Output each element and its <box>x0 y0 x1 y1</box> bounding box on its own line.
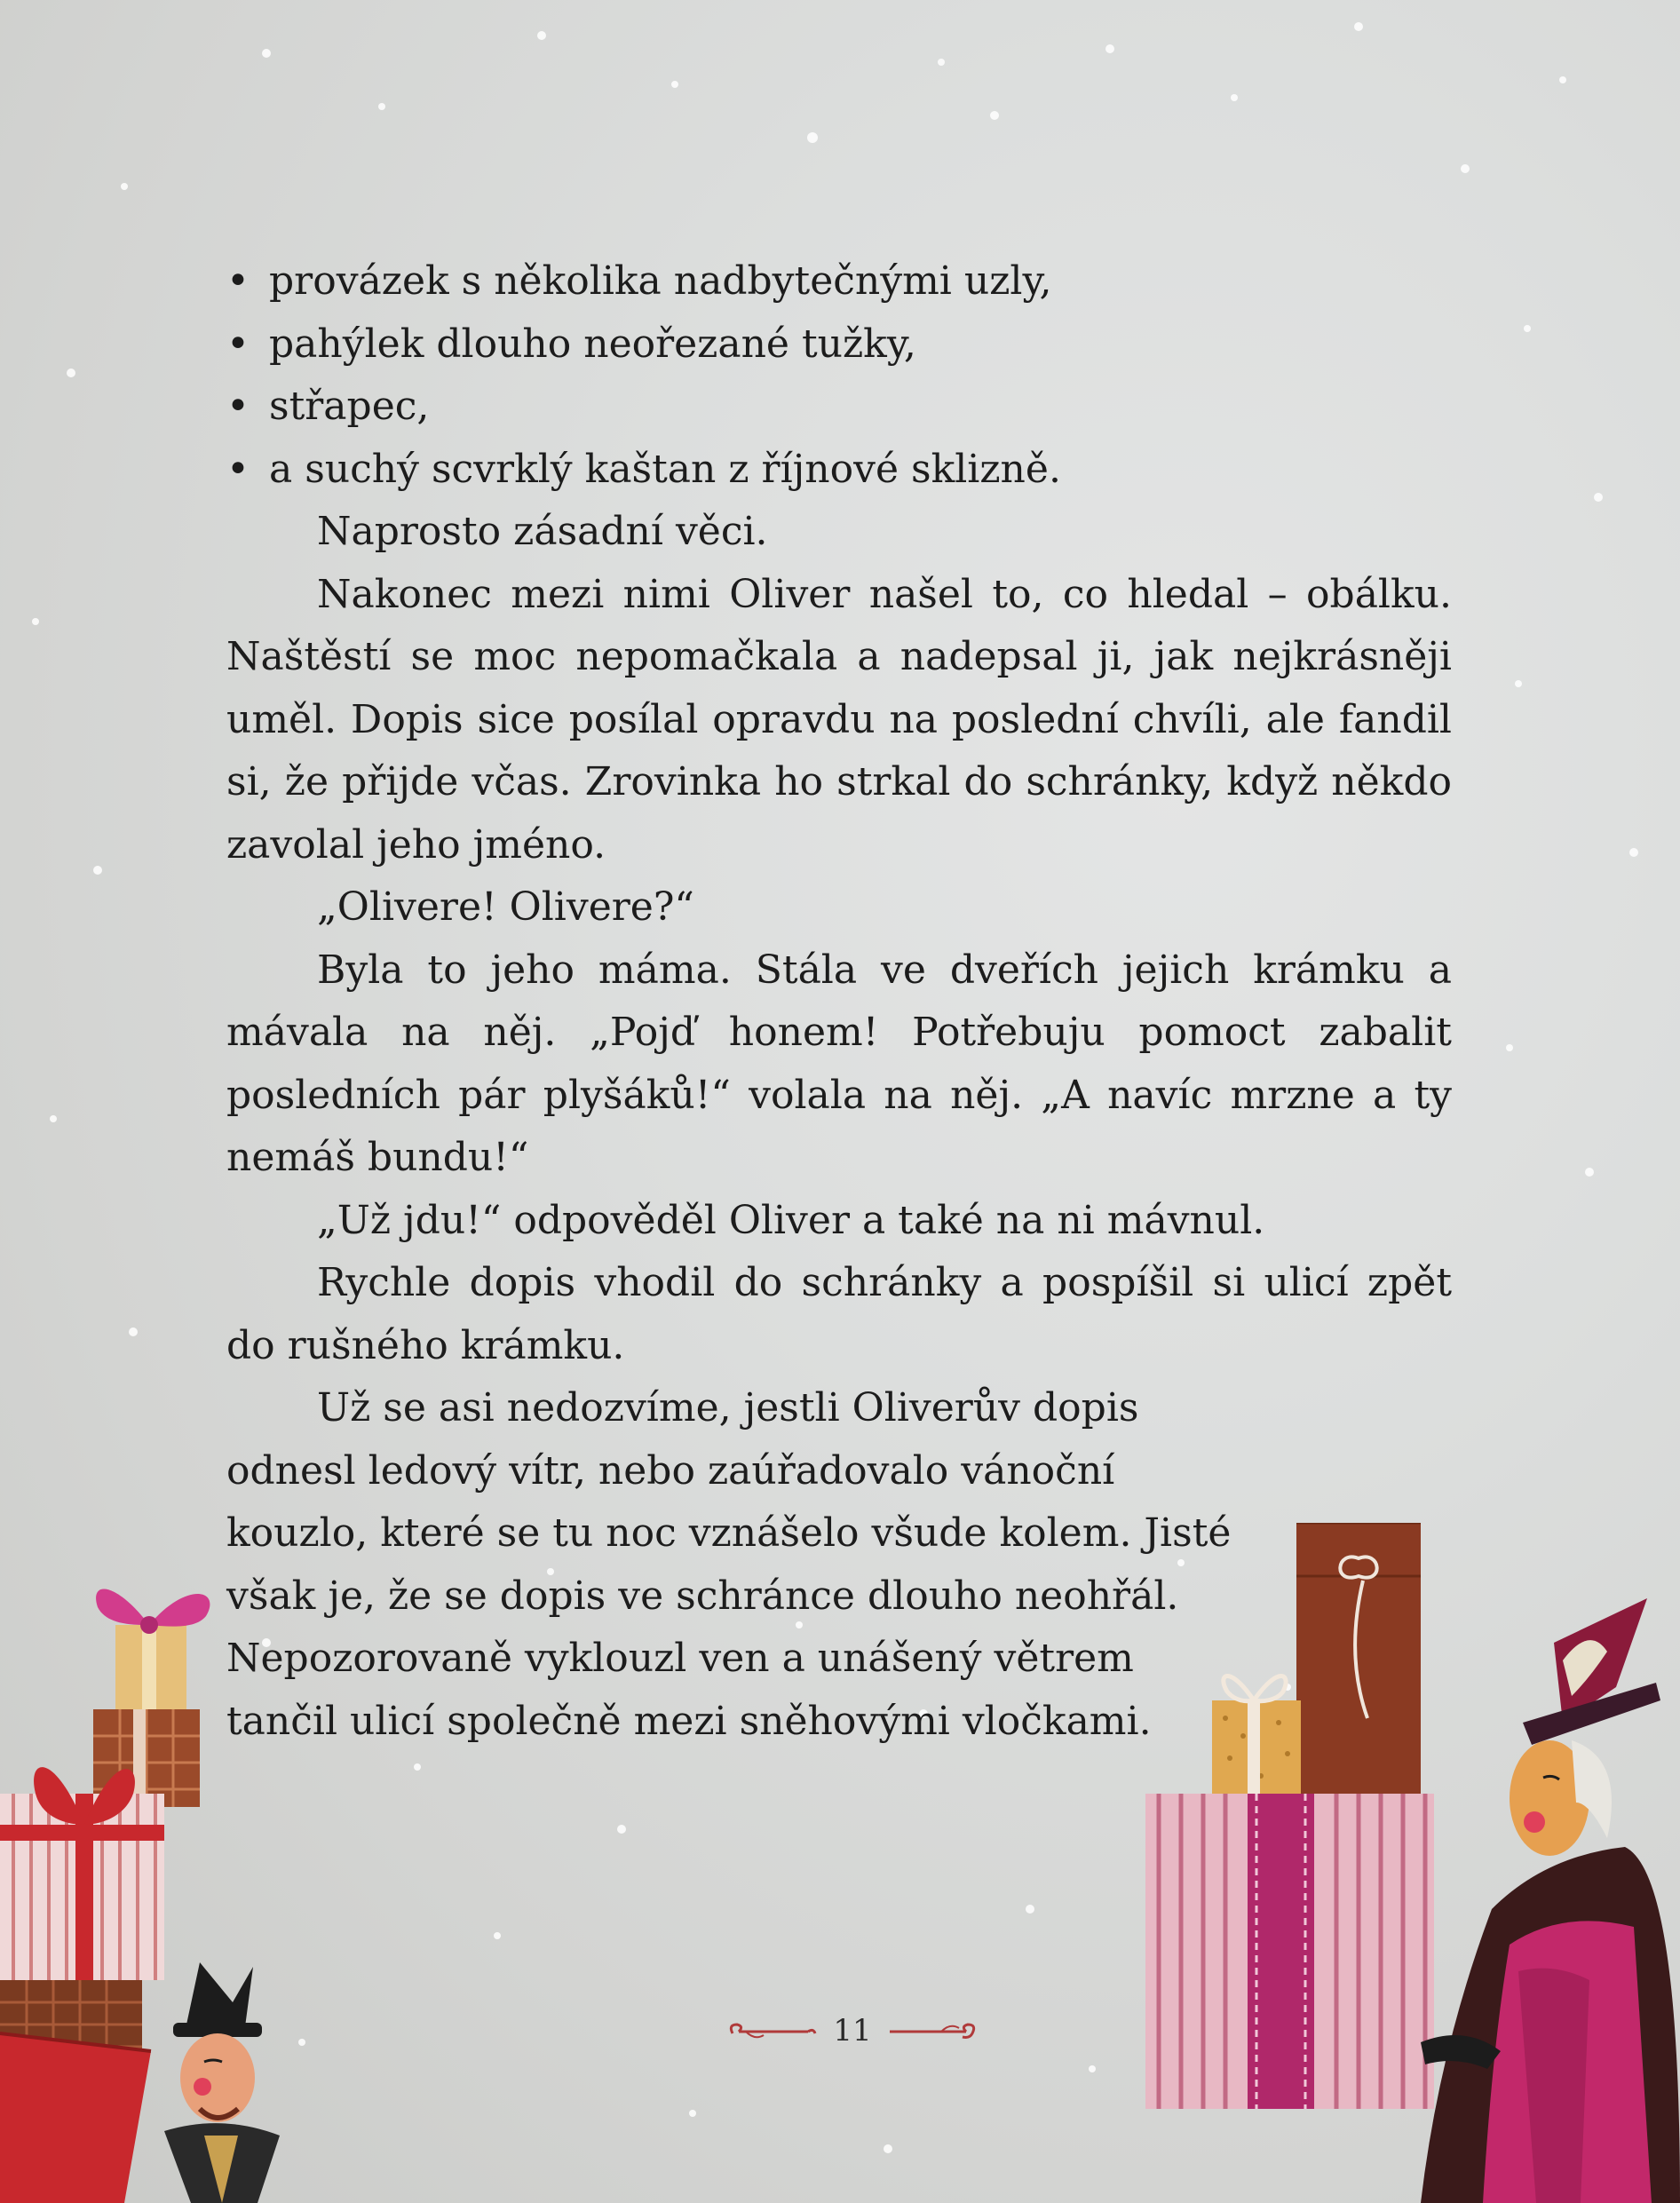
woman-with-fur-illustration <box>1296 1589 1680 2203</box>
bullet-icon: • <box>226 321 250 367</box>
list-item <box>226 439 1452 502</box>
list-item <box>226 313 1452 376</box>
bullet-icon: • <box>226 384 250 429</box>
list-item-text: střapec, <box>269 384 430 429</box>
item-list <box>226 250 1452 501</box>
paragraph: Byla to jeho máma. Stála ve dveřích jejich krámku a mávala na něj. „Pojď honem! Potřebuju pomoct zabalit posledních pár plyšáků!“ volala na něj. „A navíc mrzne a ty nemáš bundu!“ <box>226 947 1452 1180</box>
list-item <box>226 250 1452 313</box>
left-ornament-icon <box>728 2016 817 2046</box>
page-number: 11 <box>833 2013 872 2048</box>
list-item <box>226 376 1452 439</box>
paragraph: „Olivere! Olivere?“ <box>317 884 694 930</box>
paragraph: Naprosto zásadní věci. <box>317 509 768 554</box>
paragraph: Nakonec mezi nimi Oliver našel to, co hledal – obálku. Naštěstí se moc nepomačkala a nadepsal ji, jak nejkrásněji uměl. Dopis sice posílal opravdu na poslední chvíli, ale fandil si, že přijde včas. Zrovinka ho strkal do schránky, když někdo zavolal jeho jméno. <box>226 571 1452 868</box>
right-ornament-icon <box>888 2016 977 2046</box>
bullet-icon: • <box>226 258 250 304</box>
list-item-text: provázek s několika nadbytečnými uzly, <box>269 258 1052 304</box>
paragraph: Už se asi nedozvíme, jestli Oliverův dopis odnesl ledový vítr, nebo zaúřadovalo vánoční kouzlo, které se tu noc vznášelo všude kolem. Jisté však je, že se dopis ve schránce dlouho neohřál. Nepozorovaně vyklouzl ven a unášený větrem tančil ulicí společně mezi sněhovými vločkami. <box>226 1385 1232 1744</box>
page-footer <box>728 2009 977 2053</box>
man-with-hat-illustration <box>0 1953 302 2203</box>
list-item-text: pahýlek dlouho neořezané tužky, <box>269 321 916 367</box>
paragraph: „Už jdu!“ odpověděl Oliver a také na ni mávnul. <box>317 1197 1265 1243</box>
paragraph: Rychle dopis vhodil do schránky a pospíšil si ulicí zpět do rušného krámku. <box>226 1260 1452 1368</box>
list-item-text: a suchý scvrklý kaštan z říjnové sklizně. <box>269 446 1061 492</box>
bullet-icon: • <box>226 446 250 492</box>
